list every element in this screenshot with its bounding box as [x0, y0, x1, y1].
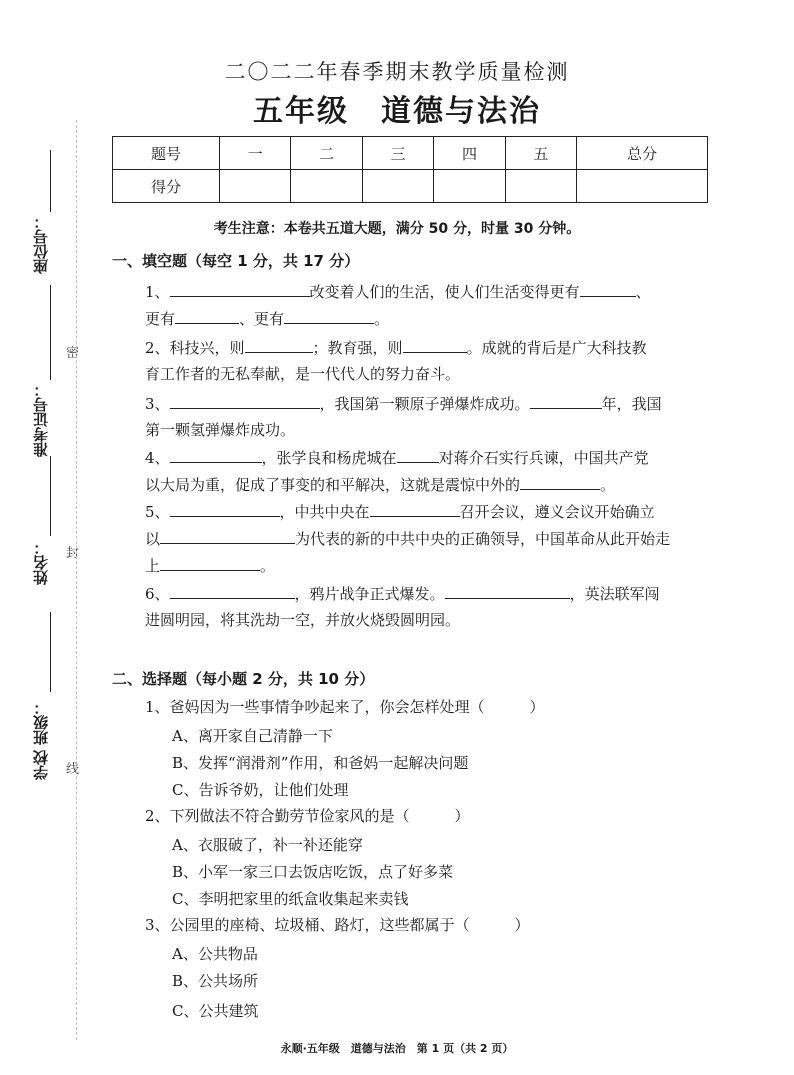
- exam-no-line: [50, 285, 51, 380]
- q-text: 5、: [145, 503, 170, 521]
- name-label: 姓名：: [32, 540, 50, 585]
- q-text: ，中共中央在: [279, 503, 370, 521]
- exam-title: 二〇二二年春季期末教学质量检测: [224, 60, 570, 84]
- answer-blank[interactable]: [170, 390, 320, 409]
- q-text: 4、: [145, 449, 170, 467]
- choice-option[interactable]: B、小军一家三口去饭店吃饭，点了好多菜: [172, 863, 454, 881]
- choice-option[interactable]: B、公共场所: [172, 972, 259, 990]
- choice-option[interactable]: A、离开家自己清静一下: [172, 727, 333, 745]
- answer-blank[interactable]: [170, 444, 262, 463]
- score-entry[interactable]: [577, 170, 708, 203]
- score-cell: 三: [362, 137, 433, 170]
- seat-label: 座位号：: [32, 214, 50, 274]
- answer-blank[interactable]: [520, 471, 600, 490]
- answer-blank[interactable]: [170, 580, 295, 599]
- answer-blank[interactable]: [403, 334, 467, 353]
- score-table-score-row: [113, 170, 708, 203]
- choice-option[interactable]: B、发挥“润滑剂”作用，和爸妈一起解决问题: [172, 754, 469, 772]
- page-footer: 永顺·五年级 道德与法治 第 1 页（共 2 页）: [280, 1042, 514, 1055]
- exam-no-label: 准考证号：: [32, 382, 50, 457]
- q-text: 以大局为重，促成了事变的和平解决，这就是震惊中外的: [145, 476, 521, 494]
- q-text: 1、: [145, 283, 170, 301]
- answer-blank[interactable]: [245, 334, 313, 353]
- fill-question-1: [145, 278, 710, 332]
- choice-option[interactable]: A、公共物品: [172, 945, 258, 963]
- q-text: 召开会议，遵义会议开始确立: [459, 503, 655, 521]
- answer-blank[interactable]: [170, 498, 280, 517]
- q-text: 、: [635, 283, 651, 301]
- section2-heading: 二、选择题（每小题 2 分，共 10 分）: [112, 670, 375, 688]
- score-entry[interactable]: [362, 170, 433, 203]
- q-text: ；教育强，则: [312, 339, 403, 357]
- answer-blank[interactable]: [160, 552, 260, 571]
- answer-blank[interactable]: [284, 305, 374, 324]
- fill-question-2: [145, 334, 710, 387]
- class-line: [50, 612, 51, 692]
- q-text: 为代表的新的中共中央的正确领导，中国革命从此开始走: [295, 530, 671, 548]
- seal-feng: 封: [66, 546, 80, 561]
- score-cell: 四: [434, 137, 505, 170]
- score-entry[interactable]: [220, 170, 291, 203]
- q-text: ，鸦片战争正式爆发。: [294, 585, 445, 603]
- choice-option[interactable]: A、衣服破了，补一补还能穿: [172, 836, 363, 854]
- school-label: 学校: [32, 750, 50, 780]
- q-text: 第一颗氢弹爆炸成功。: [145, 421, 296, 439]
- q-text: ，张学良和杨虎城在: [261, 449, 397, 467]
- fill-question-4: [145, 444, 710, 498]
- q-text: 以: [145, 530, 161, 548]
- answer-blank[interactable]: [445, 580, 570, 599]
- choice-question-1: 1、爸妈因为一些事情争吵起来了，你会怎样处理（ ）: [145, 698, 545, 716]
- binding-dashed-line: [76, 120, 77, 1040]
- q-text: ，我国第一颗原子弹爆炸成功。: [319, 395, 530, 413]
- answer-blank[interactable]: [530, 390, 602, 409]
- score-cell: 总分: [577, 137, 708, 170]
- answer-blank[interactable]: [160, 525, 295, 544]
- q-text: 上: [145, 557, 161, 575]
- choice-question-3: 3、公园里的座椅、垃圾桶、路灯，这些都属于（ ）: [145, 916, 530, 934]
- choice-option[interactable]: C、告诉爷奶，让他们处理: [172, 781, 349, 799]
- seat-line: [50, 150, 51, 212]
- q-text: 进圆明园，将其洗劫一空，并放火烧毁圆明园。: [145, 611, 461, 629]
- seal-mi: 密: [66, 346, 80, 361]
- exam-notice: 考生注意：本卷共五道大题，满分 50 分，时量 30 分钟。: [213, 221, 581, 237]
- q-text: 6、: [145, 585, 170, 603]
- score-cell: 得分: [113, 170, 220, 203]
- answer-blank[interactable]: [397, 444, 439, 463]
- score-table-header-row: [113, 137, 708, 170]
- score-entry[interactable]: [291, 170, 362, 203]
- answer-blank[interactable]: [175, 305, 239, 324]
- score-cell: 五: [505, 137, 576, 170]
- class-label: 班级：: [32, 700, 50, 745]
- q-text: 2、科技兴，则: [145, 339, 245, 357]
- q-text: 。: [600, 476, 616, 494]
- choice-option[interactable]: C、李明把家里的纸盒收集起来卖钱: [172, 890, 409, 908]
- q-text: 育工作者的无私奉献，是一代代人的努力奋斗。: [145, 365, 461, 383]
- q-text: 。: [374, 310, 390, 328]
- q-text: 改变着人们的生活，使人们生活变得更有: [309, 283, 580, 301]
- q-text: 更有: [145, 310, 176, 328]
- binding-margin: [0, 0, 100, 1075]
- fill-question-3: [145, 390, 710, 443]
- answer-blank[interactable]: [170, 278, 310, 297]
- score-cell: 一: [220, 137, 291, 170]
- score-entry[interactable]: [434, 170, 505, 203]
- choice-question-2: 2、下列做法不符合勤劳节俭家风的是（ ）: [145, 807, 470, 825]
- q-text: 年，我国: [601, 395, 662, 413]
- q-text: 。: [260, 557, 276, 575]
- q-text: 。成就的背后是广大科技教: [466, 339, 647, 357]
- subject-title: 五年级 道德与法治: [253, 94, 541, 129]
- answer-blank[interactable]: [370, 498, 460, 517]
- q-text: 对蒋介石实行兵谏，中国共产党: [438, 449, 649, 467]
- fill-question-6: [145, 580, 710, 633]
- name-line: [50, 456, 51, 536]
- section1-heading: 一、填空题（每空 1 分，共 17 分）: [112, 252, 360, 270]
- q-text: 、更有: [239, 310, 285, 328]
- fill-question-5: [145, 498, 710, 579]
- q-text: ，英法联军闯: [569, 585, 660, 603]
- score-cell: 题号: [113, 137, 220, 170]
- q-text: 3、: [145, 395, 170, 413]
- score-cell: 二: [291, 137, 362, 170]
- score-entry[interactable]: [505, 170, 576, 203]
- score-table: [112, 136, 708, 203]
- answer-blank[interactable]: [580, 278, 636, 297]
- choice-option[interactable]: C、公共建筑: [172, 1002, 259, 1020]
- seal-xian: 线: [66, 762, 80, 777]
